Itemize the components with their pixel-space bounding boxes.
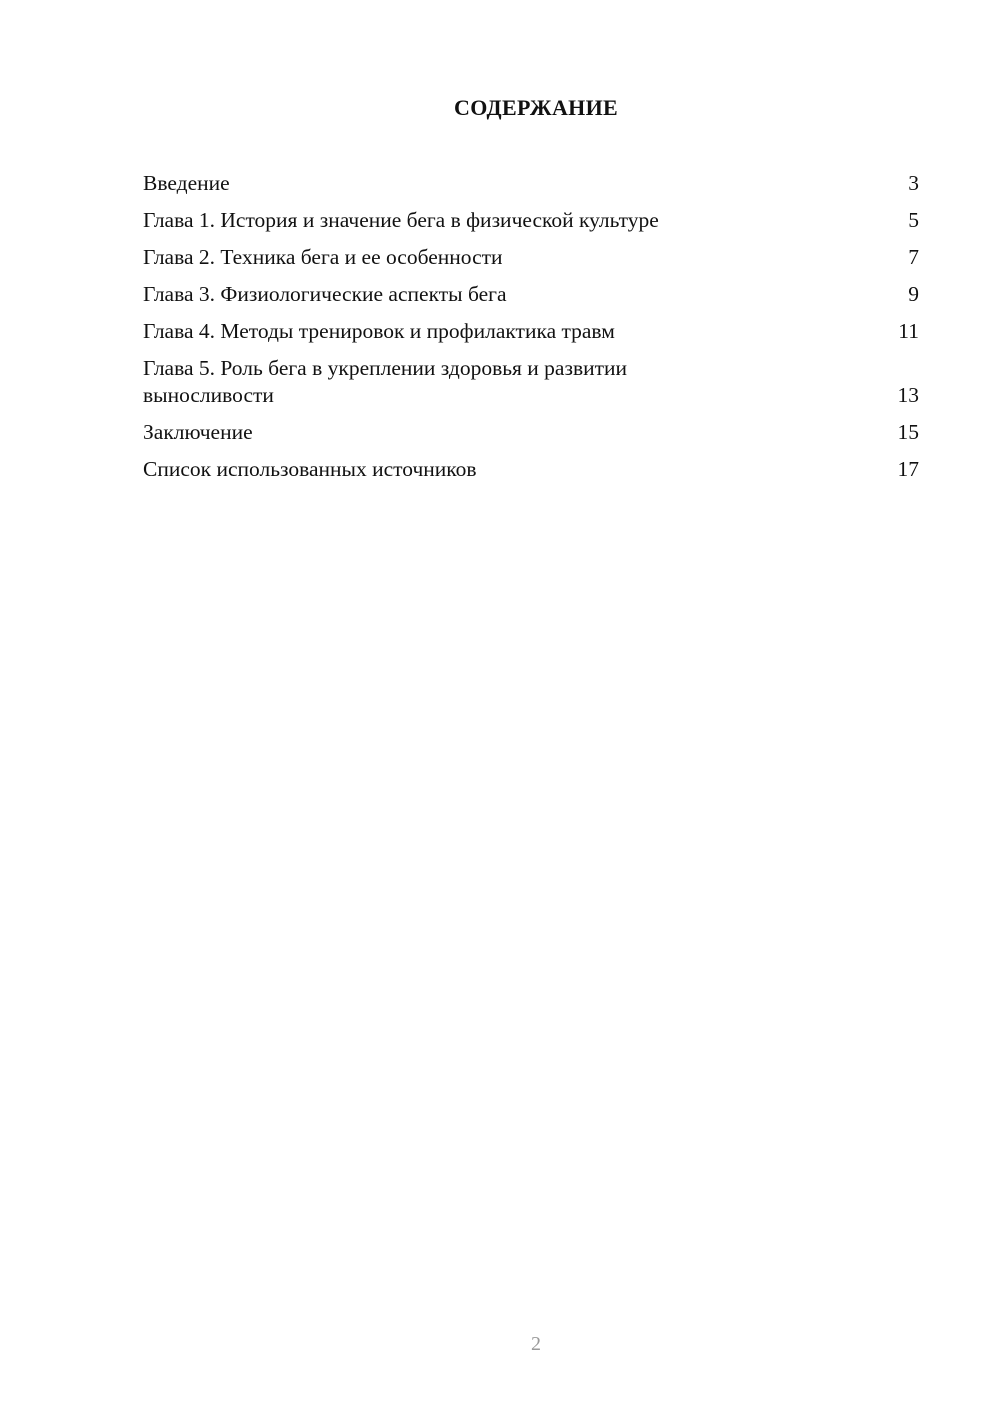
- toc-entry-references: [143, 456, 919, 483]
- toc-entry-label: Глава 3. Физиологические аспекты бега: [143, 282, 507, 306]
- toc-entry-page: 9: [908, 282, 919, 306]
- toc-entry-page: 5: [908, 208, 919, 232]
- toc-entry-label: Глава 4. Методы тренировок и профилактика травм: [143, 319, 615, 343]
- toc-entry-chapter-5: [143, 355, 919, 409]
- toc-title: СОДЕРЖАНИЕ: [454, 95, 618, 120]
- toc-entry-label: Заключение: [143, 420, 253, 444]
- toc-entry-page: 7: [908, 245, 919, 269]
- toc-entry-label: Список использованных источников: [143, 457, 477, 481]
- toc-entry-chapter-1: [143, 207, 919, 234]
- toc-entry-chapter-3: [143, 281, 919, 308]
- toc-entry-label: Глава 5. Роль бега в укреплении здоровья и развитии выносливости: [143, 356, 628, 407]
- toc-entry-page: 3: [908, 171, 919, 195]
- toc-entry-label: Введение: [143, 171, 230, 195]
- toc-entry-page: 17: [897, 457, 919, 481]
- toc-entry-conclusion: [143, 419, 919, 446]
- toc-entry-introduction: [143, 170, 919, 197]
- toc-entry-chapter-2: [143, 244, 919, 271]
- table-of-contents: [143, 170, 919, 493]
- toc-entry-label: Глава 1. История и значение бега в физической культуре: [143, 208, 659, 232]
- toc-entry-label: Глава 2. Техника бега и ее особенности: [143, 245, 503, 269]
- toc-entry-page: 11: [898, 319, 919, 343]
- toc-entry-chapter-4: [143, 318, 919, 345]
- toc-entry-page: 13: [897, 383, 919, 407]
- page-number: 2: [531, 1333, 541, 1355]
- toc-entry-page: 15: [897, 420, 919, 444]
